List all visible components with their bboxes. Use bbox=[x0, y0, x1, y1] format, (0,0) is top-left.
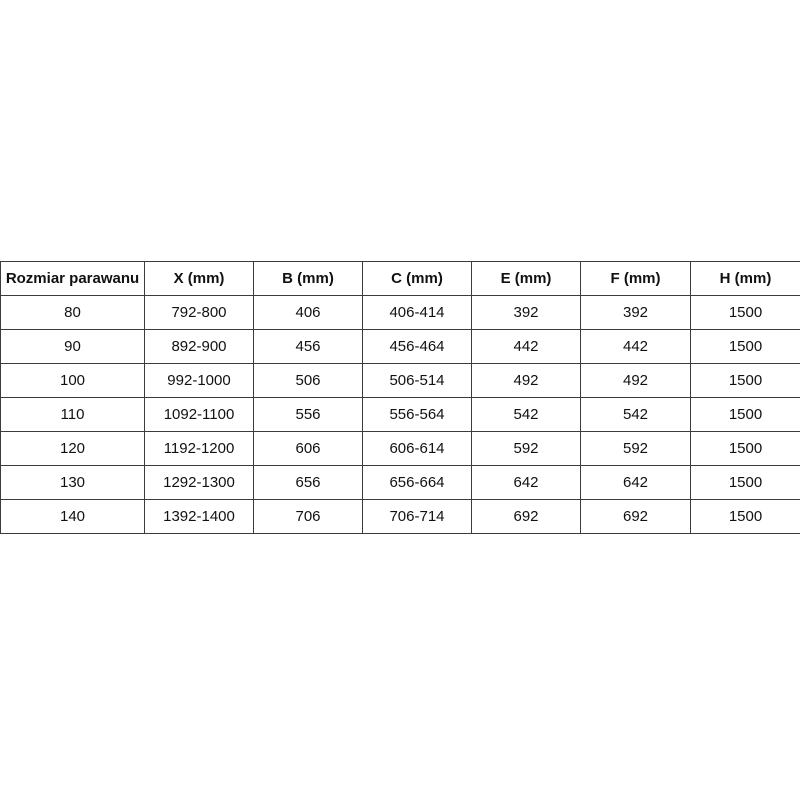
table-cell: 406-414 bbox=[363, 296, 472, 330]
table-cell: 892-900 bbox=[145, 330, 254, 364]
table-cell: 456-464 bbox=[363, 330, 472, 364]
table-cell: 120 bbox=[1, 432, 145, 466]
table-row bbox=[1, 500, 800, 534]
table-cell: 90 bbox=[1, 330, 145, 364]
table-row bbox=[1, 364, 800, 398]
table-cell: 706 bbox=[254, 500, 363, 534]
table-cell: 706-714 bbox=[363, 500, 472, 534]
table-cell: 392 bbox=[581, 296, 691, 330]
table-cell: 542 bbox=[581, 398, 691, 432]
table-cell: 1292-1300 bbox=[145, 466, 254, 500]
table-cell: 1500 bbox=[691, 296, 800, 330]
table-cell: 1500 bbox=[691, 364, 800, 398]
table-cell: 492 bbox=[472, 364, 581, 398]
table-row bbox=[1, 398, 800, 432]
table-cell: 992-1000 bbox=[145, 364, 254, 398]
table-row bbox=[1, 330, 800, 364]
table-row bbox=[1, 466, 800, 500]
size-chart-table bbox=[0, 261, 800, 534]
table-cell: 492 bbox=[581, 364, 691, 398]
table-cell: 606-614 bbox=[363, 432, 472, 466]
table-cell: 80 bbox=[1, 296, 145, 330]
table-cell: 1500 bbox=[691, 398, 800, 432]
table-cell: 556-564 bbox=[363, 398, 472, 432]
table-cell: 1192-1200 bbox=[145, 432, 254, 466]
table-cell: 792-800 bbox=[145, 296, 254, 330]
column-header-c: C (mm) bbox=[363, 262, 472, 296]
table-cell: 506 bbox=[254, 364, 363, 398]
table-cell: 592 bbox=[581, 432, 691, 466]
column-header-b: B (mm) bbox=[254, 262, 363, 296]
column-header-f: F (mm) bbox=[581, 262, 691, 296]
table-cell: 1500 bbox=[691, 466, 800, 500]
table-cell: 692 bbox=[581, 500, 691, 534]
table-cell: 542 bbox=[472, 398, 581, 432]
table-cell: 656 bbox=[254, 466, 363, 500]
table-cell: 642 bbox=[472, 466, 581, 500]
table-cell: 392 bbox=[472, 296, 581, 330]
table-cell: 456 bbox=[254, 330, 363, 364]
column-header-rozmiar: Rozmiar parawanu bbox=[1, 262, 145, 296]
table-cell: 592 bbox=[472, 432, 581, 466]
column-header-h: H (mm) bbox=[691, 262, 800, 296]
table-cell: 442 bbox=[472, 330, 581, 364]
table-cell: 556 bbox=[254, 398, 363, 432]
table-cell: 606 bbox=[254, 432, 363, 466]
table-cell: 110 bbox=[1, 398, 145, 432]
table-cell: 642 bbox=[581, 466, 691, 500]
table-cell: 1392-1400 bbox=[145, 500, 254, 534]
column-header-x: X (mm) bbox=[145, 262, 254, 296]
table-cell: 1500 bbox=[691, 330, 800, 364]
table-row bbox=[1, 432, 800, 466]
table-cell: 506-514 bbox=[363, 364, 472, 398]
table-cell: 1500 bbox=[691, 500, 800, 534]
table-cell: 1092-1100 bbox=[145, 398, 254, 432]
table-cell: 656-664 bbox=[363, 466, 472, 500]
table-cell: 140 bbox=[1, 500, 145, 534]
table-cell: 130 bbox=[1, 466, 145, 500]
table-cell: 442 bbox=[581, 330, 691, 364]
table-cell: 1500 bbox=[691, 432, 800, 466]
table-cell: 100 bbox=[1, 364, 145, 398]
table-row bbox=[1, 296, 800, 330]
table-cell: 406 bbox=[254, 296, 363, 330]
table-header-row bbox=[1, 262, 800, 296]
column-header-e: E (mm) bbox=[472, 262, 581, 296]
table-cell: 692 bbox=[472, 500, 581, 534]
